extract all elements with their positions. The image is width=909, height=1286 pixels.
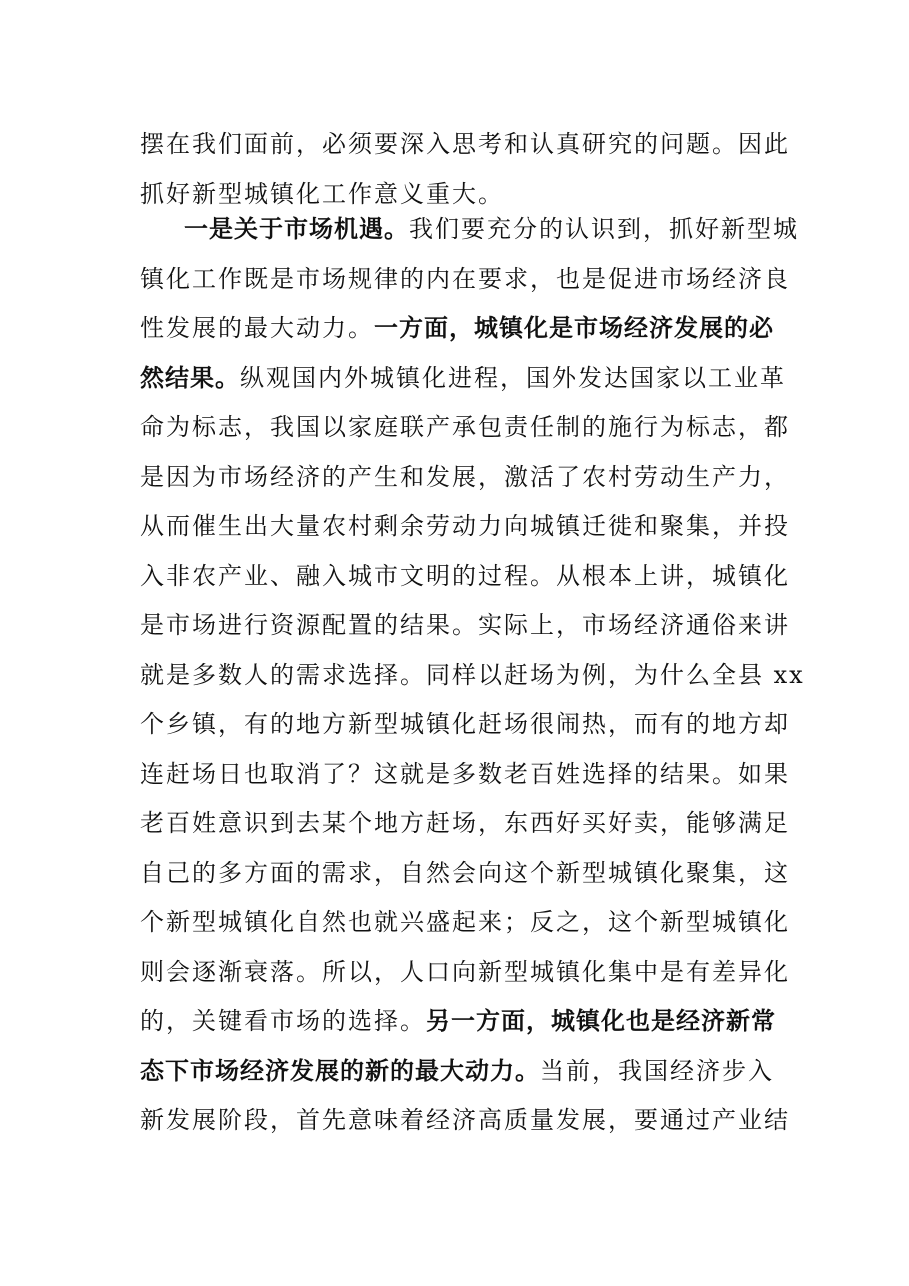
bold-heading-run: 一是关于市场机遇。 xyxy=(184,215,409,243)
text-line xyxy=(140,849,790,899)
text-line xyxy=(140,403,790,453)
text-run: 抓好新型城镇化工作意义重大。 xyxy=(140,179,504,208)
text-line xyxy=(140,799,790,849)
text-line xyxy=(140,997,776,1047)
text-run: 个新型城镇化自然也就兴盛起来；反之，这个新型城镇化 xyxy=(140,908,790,936)
text-run: 摆在我们面前，必须要深入思考和认真研究的问题。因此 xyxy=(140,130,790,158)
text-run: 的，关键看市场的选择。 xyxy=(140,1007,426,1035)
text-run: 新发展阶段，首先意味着经济高质量发展，要通过产业结 xyxy=(140,1106,790,1134)
text-run: 是市场进行资源配置的结果。实际上，市场经济通俗来讲 xyxy=(140,611,790,639)
text-run: 纵观国内外城镇化进程，国外发达国家以工业革 xyxy=(240,363,786,392)
text-run: 是因为市场经济的产生和发展，激活了农村劳动生产力， xyxy=(140,462,790,491)
text-line xyxy=(140,502,790,552)
text-run: 命为标志，我国以家庭联产承包责任制的施行为标志，都 xyxy=(140,413,790,441)
bold-run: 然结果。 xyxy=(140,363,240,392)
text-line xyxy=(140,948,790,998)
text-run: 老百姓意识到去某个地方赶场，东西好买好卖，能够满足 xyxy=(140,809,790,837)
bold-run: 一方面，城镇化是市场经济发展的必 xyxy=(374,314,774,342)
text-line xyxy=(140,255,790,305)
text-run: 自己的多方面的需求，自然会向这个新型城镇化聚集，这 xyxy=(140,858,790,887)
text-run: 入非农产业、融入城市文明的过程。从根本上讲，城镇化 xyxy=(140,561,790,590)
text-line xyxy=(140,453,790,503)
text-line xyxy=(140,651,805,701)
text-line xyxy=(140,552,790,602)
text-run: 我们要充分的认识到，抓好新型城 xyxy=(409,215,799,243)
text-line xyxy=(140,205,799,255)
text-run: 从而催生出大量农村剩余劳动力向城镇迁徙和聚集，并投 xyxy=(140,512,790,540)
text-run: 则会逐渐衰落。所以，人口向新型城镇化集中是有差异化 xyxy=(140,957,790,986)
text-line xyxy=(140,1047,772,1097)
text-line xyxy=(140,354,786,404)
text-run: 个乡镇，有的地方新型城镇化赶场很闹热，而有的地方却 xyxy=(140,710,790,738)
text-line xyxy=(140,898,790,948)
text-line xyxy=(140,750,790,800)
text-run: 当前，我国经济步入 xyxy=(540,1056,774,1085)
text-line xyxy=(140,601,790,651)
text-line xyxy=(140,700,790,750)
text-run: 镇化工作既是市场规律的内在要求，也是促进市场经济良 xyxy=(140,264,790,293)
paragraph-2 xyxy=(140,205,805,1146)
text-line xyxy=(140,1096,790,1146)
text-line xyxy=(140,304,772,354)
text-run: 就是多数人的需求选择。同样以赶场为例，为什么全县 xx xyxy=(140,660,805,689)
bold-run: 另一方面，城镇化也是经济新常 xyxy=(426,1007,776,1035)
text-run: 性发展的最大动力。 xyxy=(140,314,374,342)
text-run: 连赶场日也取消了？这就是多数老百姓选择的结果。如果 xyxy=(140,759,790,788)
bold-run: 态下市场经济发展的新的最大动力。 xyxy=(140,1056,540,1085)
text-line xyxy=(140,120,790,170)
